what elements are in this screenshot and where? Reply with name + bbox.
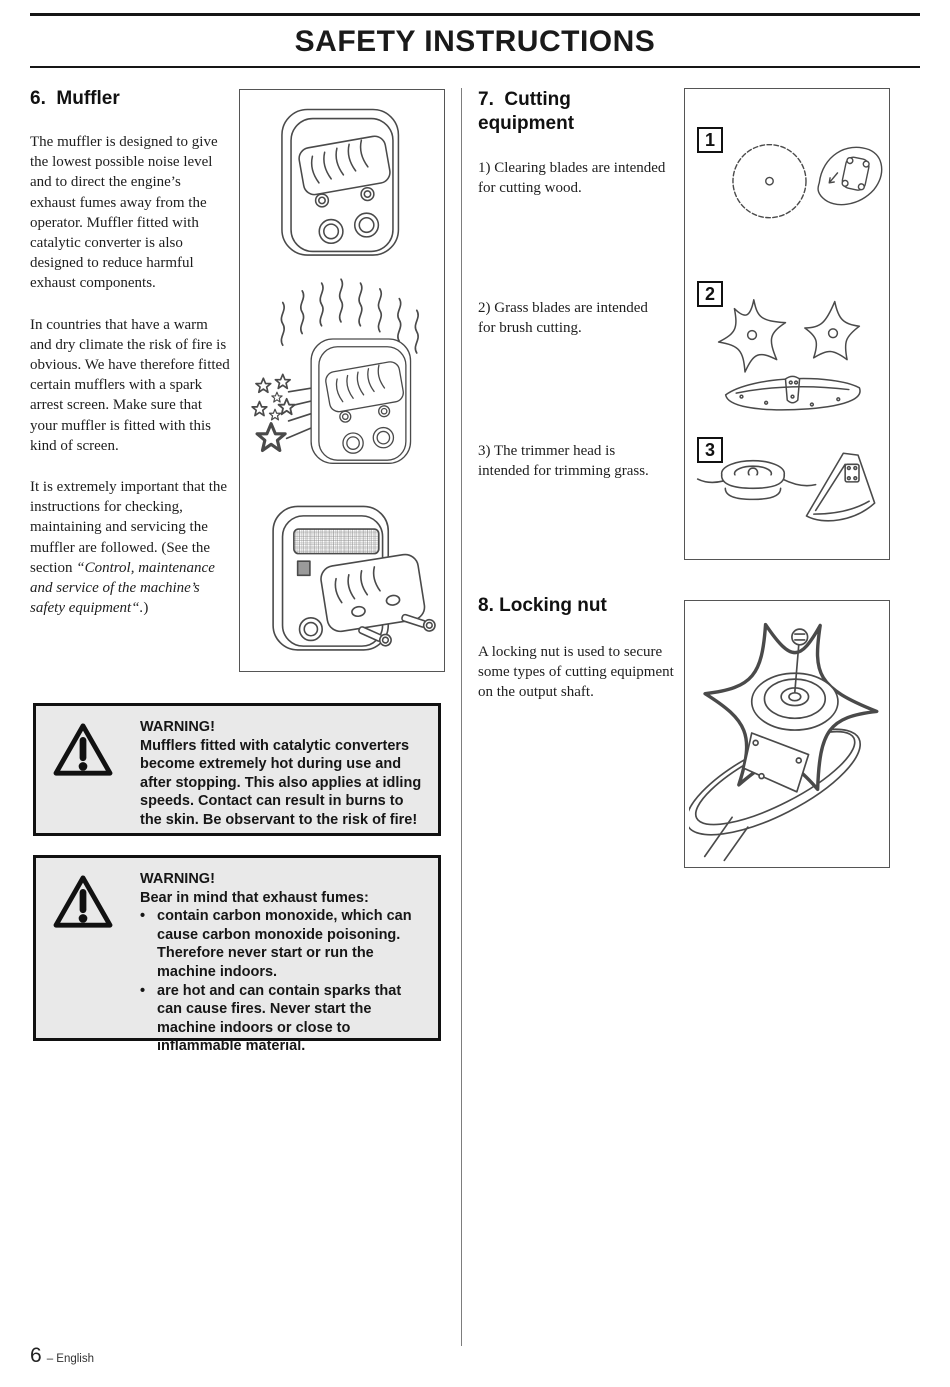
bullet-glyph: •: [140, 982, 146, 999]
section-heading-locking-nut: 8. Locking nut: [478, 595, 607, 616]
clearing-blade-illustration: [723, 123, 889, 241]
trimmer-head-illustration: [695, 433, 881, 551]
muffler-sparks-heat-illustration: [242, 275, 442, 497]
cutting-equipment-figure-box: [684, 88, 890, 560]
muffler-paragraph-2: In countries that have a warm and dry climate the risk of fire is obvious. We have therefore fitted certain mufflers with a spark arrest screen. Make sure that your muffler is fitted with this kind of screen.: [30, 316, 230, 454]
figure-badge-2: 2: [697, 281, 723, 307]
page-title: SAFETY INSTRUCTIONS: [294, 25, 656, 58]
cutting-item-3: 3) The trimmer head is intended for trimming grass.: [478, 443, 649, 480]
muffler-paragraph-3-reference: “Control, maintenance and service of the machine’s safety equipment“.: [30, 559, 215, 617]
warning-triangle-icon: [52, 870, 116, 1028]
figure-badge-3: 3: [697, 437, 723, 463]
cutting-item-2: 2) Grass blades are intended for brush cutting.: [478, 300, 648, 337]
locking-nut-illustration: [689, 605, 885, 863]
muffler-body-text: [30, 132, 230, 639]
grass-blades-illustration: [701, 285, 877, 429]
column-divider: [461, 88, 462, 1346]
warning-box-catalytic: [33, 703, 441, 836]
warning-bullet: • are hot and can contain sparks that can cause fires. Never start the machine indoors or close to inflammable material.: [140, 982, 402, 1055]
warning-bullet: • contain carbon monoxide, which can cause carbon monoxide poisoning. Therefore never start or run the machine indoors.: [140, 908, 412, 980]
muffler-paragraph-1: The muffler is designed to give the lowest possible noise level and to direct the engine’s exhaust fumes away from the operator. Muffler fitted with catalytic converter is also designed to reduce harmful exhaust components.: [30, 134, 218, 292]
warning-text: [140, 870, 426, 1055]
muffler-spark-screen-illustration: [244, 497, 440, 665]
warning-box-exhaust-fumes: [33, 855, 441, 1055]
footer-language-label: – English: [46, 1353, 94, 1365]
muffler-illustration: [251, 96, 433, 274]
title-underline-rule: [30, 66, 920, 68]
cutting-item-1: 1) Clearing blades are intended for cutting wood.: [478, 160, 666, 197]
bullet-glyph: •: [140, 908, 146, 925]
warning-triangle-icon: [52, 718, 116, 823]
top-rule: [30, 13, 920, 16]
warning-title: WARNING!: [140, 871, 215, 887]
warning-title: WARNING!: [140, 719, 215, 735]
locking-nut-figure-box: [684, 600, 890, 868]
section-heading-cutting-equipment: 7. Cutting equipment: [478, 89, 575, 134]
figure-badge-1: 1: [697, 127, 723, 153]
muffler-paragraph-3: It is extremely important that the instructions for checking, maintaining and servicing the muffler are followed. (See the section “Control, maintenance and service of the machine’s safety equipment“.): [30, 479, 228, 617]
muffler-figure-box: [239, 89, 445, 672]
section-heading-muffler: 6. Muffler: [30, 88, 120, 109]
warning-body: Mufflers fitted with catalytic converters become extremely hot during use and after stopping. This also applies at idling speeds. Contact can result in burns to the skin. Be observant to the risk of fire!: [140, 737, 422, 828]
locking-nut-body-text: A locking nut is used to secure some types of cutting equipment on the output shaft.: [478, 644, 674, 701]
footer-page-number: 6: [30, 1344, 42, 1367]
page-footer: [30, 1344, 94, 1368]
warning-text: [140, 718, 426, 828]
warning-intro: Bear in mind that exhaust fumes:: [140, 889, 369, 906]
